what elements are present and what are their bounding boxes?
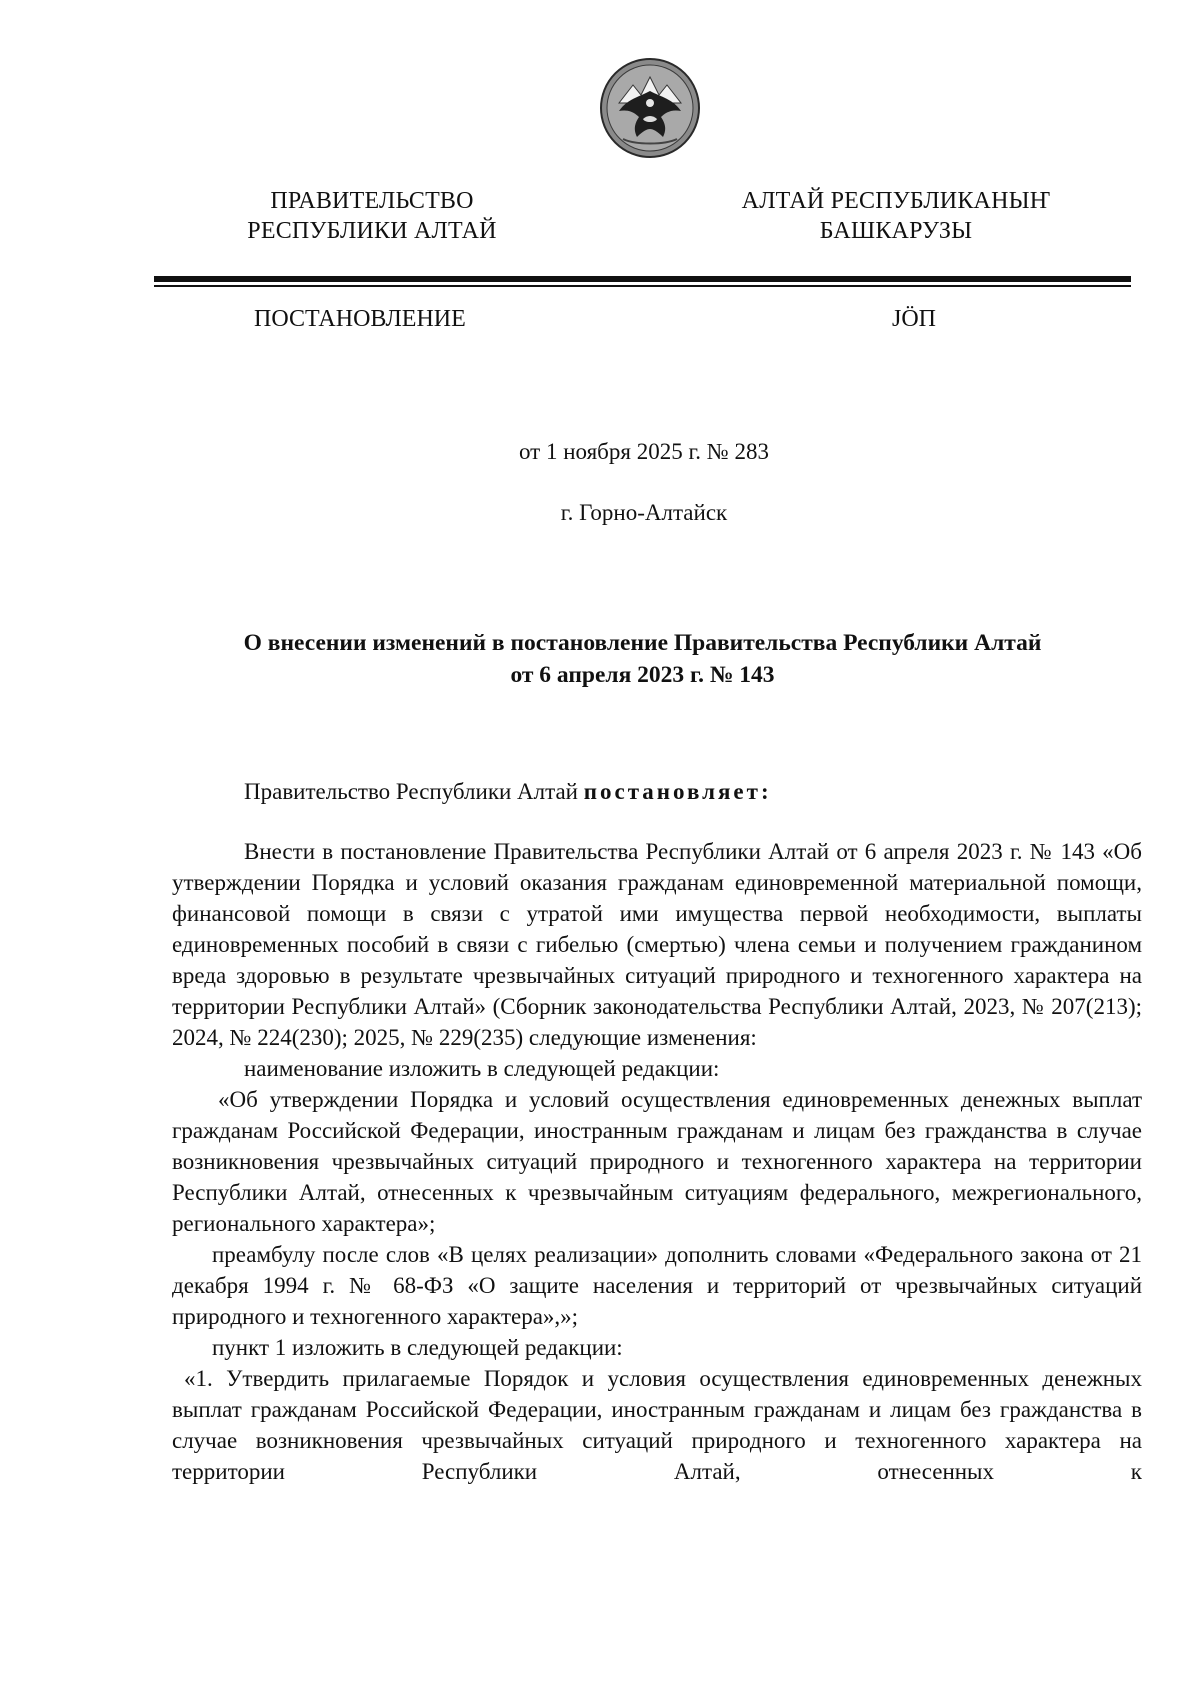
document-date-number: от 1 ноября 2025 г. № 283 — [518, 439, 769, 464]
resolve-word: постановляет: — [583, 779, 772, 804]
document-body — [172, 836, 1142, 1487]
doc-type-ru: ПОСТАНОВЛЕНИЕ — [254, 306, 466, 332]
document-title-line-2: от 6 апреля 2023 г. № 143 — [510, 662, 775, 688]
header-divider-thin — [154, 285, 1131, 287]
header-government-ru — [212, 186, 532, 246]
resolve-statement — [244, 777, 772, 807]
document-city: г. Горно-Алтайск — [560, 500, 728, 525]
doc-type-alt: JÖП — [892, 306, 937, 332]
body-paragraph-1: Внести в постановление Правительства Республики Алтай от 6 апреля 2023 г. № 143 «Об утверждении Порядка и условий оказания гражданам единовременной материальной помощи, финансовой помощи в связи с утратой ими имущества первой необходимости, выплаты единовременных пособий в связи с гибелью (смертью) члена семьи и получением гражданином вреда здоровью в результате чрезвычайных ситуаций природного и техногенного характера на территории Республики Алтай» (Сборник законодательства Республики Алтай, 2023, № 207(213); 2024, № 224(230); 2025, № 229(235) следующие изменения: — [172, 839, 1142, 1050]
document-title-line-1: О внесении изменений в постановление Правительства Республики Алтай — [243, 630, 1042, 656]
header-left-line-1: ПРАВИТЕЛЬСТВО — [270, 188, 474, 214]
header-divider-thick — [154, 276, 1131, 282]
header-right-line-2: БАШКАРУЗЫ — [819, 218, 973, 244]
body-paragraph-6: «1. Утвердить прилагаемые Порядок и условия осуществления единовременных денежных выплат гражданам Российской Федерации, иностранным гражданам и лицам без гражданства в случае возникновения чрезвычайных ситуаций природного и техногенного характера на территории Республики Алтай, отнесенных к — [172, 1366, 1142, 1484]
body-paragraph-2: наименование изложить в следующей редакции: — [244, 1056, 720, 1081]
header-government-alt — [736, 186, 1056, 246]
header-left-line-2: РЕСПУБЛИКИ АЛТАЙ — [247, 218, 497, 244]
body-paragraph-4: преамбулу после слов «В целях реализации» дополнить словами «Федерального закона от 21 декабря 1994 г. № 68-ФЗ «О защите населения и территорий от чрезвычайных ситуаций природного и техногенного характера»,»; — [172, 1242, 1142, 1329]
body-paragraph-3: «Об утверждении Порядка и условий осуществления единовременных денежных выплат гражданам Российской Федерации, иностранным гражданам и лицам без гражданства в случае возникновения чрезвычайных ситуаций природного и техногенного характера на территории Республики Алтай, отнесенных к чрезвычайным ситуациям федерального, межрегионального, регионального характера»; — [172, 1087, 1142, 1236]
resolve-prefix: Правительство Республики Алтай — [244, 779, 584, 804]
body-paragraph-5: пункт 1 изложить в следующей редакции: — [212, 1335, 623, 1360]
document-title — [154, 627, 1131, 691]
coat-of-arms-emblem — [599, 57, 701, 159]
header-right-line-1: АЛТАЙ РЕСПУБЛИКАНЫҤ — [741, 188, 1051, 214]
